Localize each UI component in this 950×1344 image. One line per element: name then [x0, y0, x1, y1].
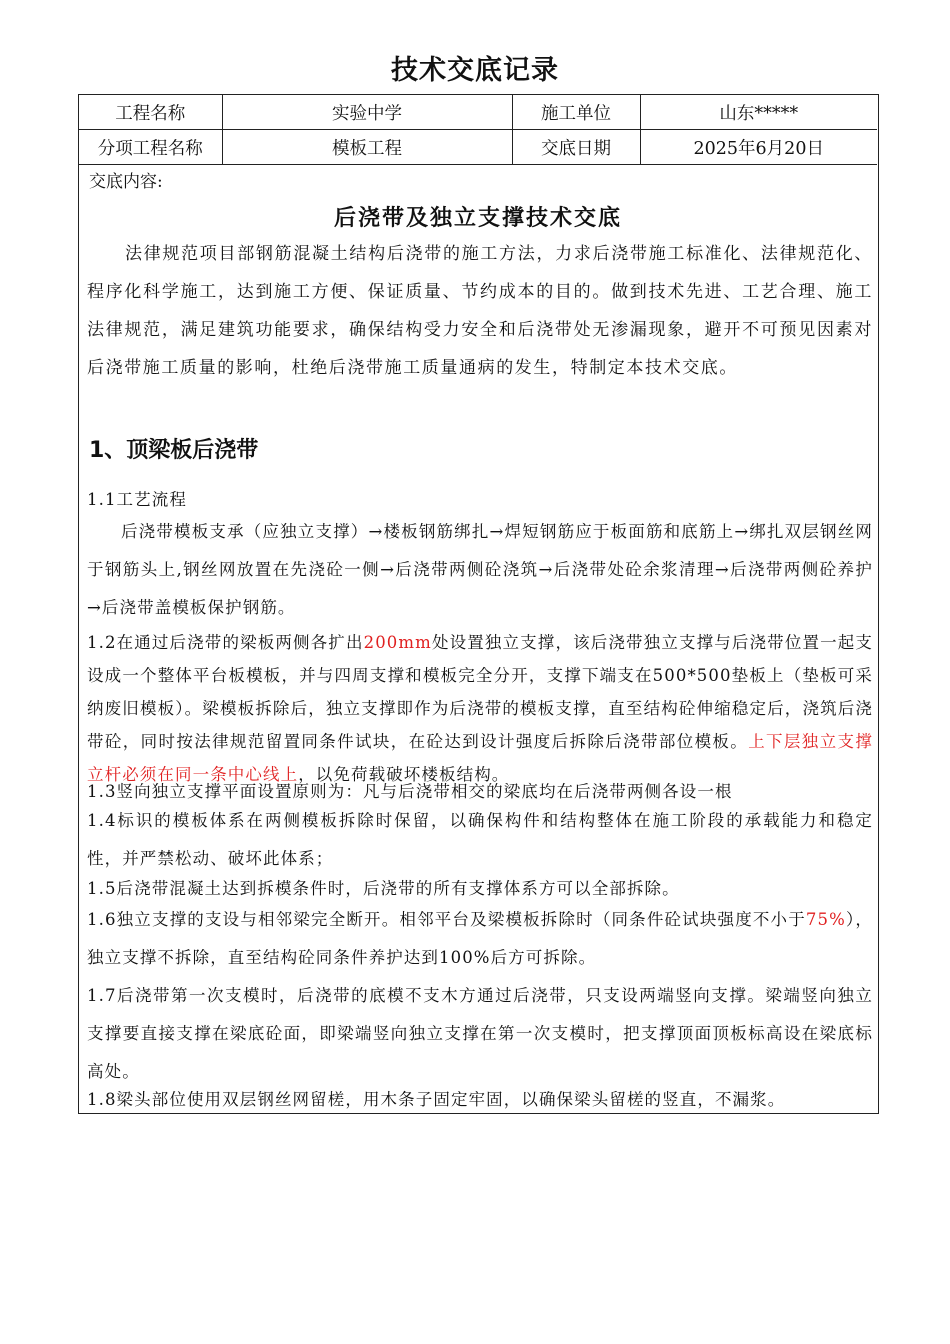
item-1-6-highlight-strength: 75%: [805, 910, 846, 929]
content-label: 交底内容:: [89, 172, 163, 192]
item-1-6: [87, 901, 873, 977]
contractor-label: 施工单位: [512, 95, 640, 130]
item-1-5: 1.5后浇带混凝土达到拆模条件时，后浇带的所有支撑体系方可以全部拆除。: [87, 879, 680, 898]
content-subtitle: 后浇带及独立支撑技术交底: [333, 205, 622, 231]
item-1-2-highlight-size: 200mm: [363, 633, 432, 652]
project-name-value: 实验中学: [222, 95, 512, 130]
item-1-3: 1.3竖向独立支撑平面设置原则为：凡与后浇带相交的梁底均在后浇带两侧各设一根: [87, 782, 733, 801]
header-row-project: [79, 95, 877, 130]
page-title: 技术交底记录: [391, 55, 559, 86]
item-1-2: [87, 626, 873, 791]
date-value: 2025年6月20日: [640, 130, 877, 165]
item-1-6-text-b: ），独立支撑不拆除，直至结构砼同条件养护达到100%后方可拆除。: [87, 910, 873, 967]
subproject-value: 模板工程: [222, 130, 512, 165]
section-heading-1: 1、顶梁板后浇带: [89, 438, 259, 463]
item-1-1-body: 后浇带模板支承（应独立支撑）→楼板钢筋绑扎→焊短钢筋应于板面筋和底筋上→绑扎双层钢丝网于钢筋头上,钢丝网放置在先浇砼一侧→后浇带两侧砼浇筑→后浇带处砼余浆清理→后浇带两侧砼养护→后浇带盖模板保护钢筋。: [87, 522, 873, 617]
item-1-6-text-a: 1.6独立支撑的支设与相邻梁完全断开。相邻平台及梁模板拆除时（同条件砼试块强度不小于: [87, 910, 806, 929]
item-1-2-text-b: 处设置独立支撑，该后浇带独立支撑与后浇带位置一起支设成一个整体平台板模板，并与四周支撑和模板完全分开，支撑下端支在500*500垫板上（垫板可采纳废旧模板）。梁模板拆除后，独立支撑即作为后浇带的模板支撑，直至结构砼伸缩稳定后，浇筑后浇带砼，同时按法律规范留置同条件试块，在砼达到设计强度后拆除后浇带部位模板。: [87, 633, 873, 751]
item-1-8: 1.8梁头部位使用双层钢丝网留槎，用木条子固定牢固，以确保梁头留槎的竖直，不漏浆。: [87, 1090, 786, 1109]
header-row-subproject: [79, 130, 877, 165]
item-1-4: 1.4标识的模板体系在两侧模板拆除时保留，以确保构件和结构整体在施工阶段的承载能力和稳定性，并严禁松动、破坏此体系；: [87, 811, 873, 868]
item-1-2-text-a: 1.2在通过后浇带的梁板两侧各扩出: [87, 633, 364, 652]
item-1-7: 1.7后浇带第一次支模时，后浇带的底模不支木方通过后浇带，只支设两端竖向支撑。梁端竖向独立支撑要直接支撑在梁底砼面，即梁端竖向独立支撑在第一次支模时，把支撑顶面顶板标高设在梁底标高处。: [87, 986, 873, 1081]
project-name-label: 工程名称: [79, 95, 222, 130]
item-1-1-title: 1.1工艺流程: [87, 490, 187, 509]
disclosure-record-form: [78, 94, 879, 1114]
header-table: [79, 95, 877, 165]
intro-paragraph: 法律规范项目部钢筋混凝土结构后浇带的施工方法，力求后浇带施工标准化、法律规范化、程序化科学施工，达到施工方便、保证质量、节约成本的目的。做到技术先进、工艺合理、施工法律规范，满足建筑功能要求，确保结构受力安全和后浇带处无渗漏现象，避开不可预见因素对后浇带施工质量的影响，杜绝后浇带施工质量通病的发生，特制定本技术交底。: [87, 244, 873, 378]
item-1-2-text-c: ，以免荷载破坏楼板结构。: [298, 765, 510, 784]
item-1-2-highlight-rule: 上下层独立支撑立杆必须在同一条中心线上: [87, 732, 874, 784]
date-label: 交底日期: [512, 130, 640, 165]
subproject-label: 分项工程名称: [79, 130, 222, 165]
contractor-value: 山东*****: [640, 95, 877, 130]
